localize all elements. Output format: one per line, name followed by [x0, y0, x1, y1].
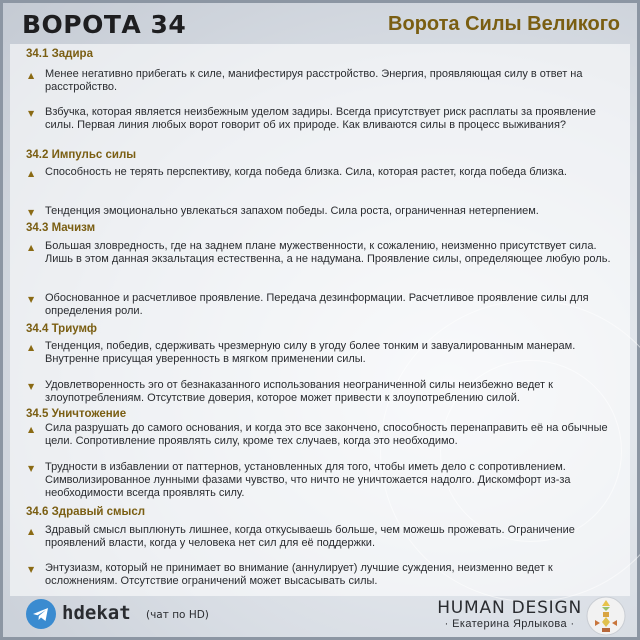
item-text: Сила разрушать до самого основания, и когда это все закончено, способность перенаправить её на обычные цели. Сопротивление проявлять силу, кроме тех случаев, когда это необходимо.: [45, 422, 608, 448]
telegram-icon[interactable]: [26, 599, 56, 629]
brand-block: [437, 598, 582, 630]
line-heading: 34.6 Здравый смысл: [26, 506, 146, 518]
brand-author: · Екатерина Ярлыкова ·: [444, 618, 575, 630]
triangle-up-icon: ▲: [28, 71, 35, 80]
item-text: Менее негативно прибегать к силе, манифестируя расстройство. Энергия, проявляющая силу в ответ на расстройство.: [45, 68, 583, 94]
item-text: Способность не терять перспективу, когда победа близка. Сила, которая растет, когда победа близка.: [45, 166, 567, 178]
page-subtitle: Ворота Силы Великого: [388, 12, 620, 35]
channel-note: (чат по HD): [146, 609, 209, 621]
line-heading: 34.3 Мачизм: [26, 222, 96, 234]
triangle-down-icon: ▼: [28, 109, 35, 118]
triangle-up-icon: ▲: [28, 527, 35, 536]
triangle-up-icon: ▲: [28, 343, 35, 352]
triangle-up-icon: ▲: [28, 243, 35, 252]
bodygraph-logo-icon: [586, 596, 626, 636]
header: [8, 6, 632, 42]
triangle-down-icon: ▼: [28, 208, 35, 217]
item-text: Обоснованное и расчетливое проявление. Передача дезинформации. Расчетливое проявление силы для определения роли.: [45, 292, 589, 318]
item-text: Большая зловредность, где на заднем плане мужественности, к сожалению, неизменно присутствует сила. Лишь в этом данная экзальтация естественна, а не надумана. Проявление силы, определяющее любую роль.: [45, 240, 611, 266]
item-text: Тенденция, победив, сдерживать чрезмерную силу в угоду более тонким и завуалированным манерам. Внутренне присущая уверенность в мягком применении силы.: [45, 340, 576, 366]
triangle-up-icon: ▲: [28, 425, 35, 434]
brand-name: HUMAN DESIGN: [437, 598, 582, 618]
lines-panel: [10, 44, 630, 596]
item-text: Энтузиазм, который не принимает во внимание (аннулирует) лучшие суждения, неизменно ведет к осложнениям. Отсутствие ограничений может высасывать силы.: [45, 562, 553, 588]
triangle-down-icon: ▼: [28, 464, 35, 473]
page-title: ВОРОТА 34: [22, 9, 187, 39]
item-text: Удовлетворенность эго от безнаказанного использования неограниченной силы неизбежно ведет к злоупотреблениям. Отсутствие доверия, которое может привести к злоупотреблению силой.: [45, 379, 553, 405]
item-text: Тенденция эмоционально увлекаться запахом победы. Сила роста, ограниченная нетерпением.: [45, 205, 539, 217]
line-heading: 34.5 Уничтожение: [26, 408, 127, 420]
triangle-down-icon: ▼: [28, 382, 35, 391]
line-heading: 34.4 Триумф: [26, 323, 97, 335]
item-text: Трудности в избавлении от паттернов, установленных для того, чтобы иметь дело с сопротивлением. Символизированное лунными фазами чувство, что ничто не уничтожается надолго. Дискомфорт из-за необходимости всегда проявлять силу.: [45, 461, 571, 500]
triangle-down-icon: ▼: [28, 565, 35, 574]
item-text: Взбучка, которая является неизбежным уделом задиры. Всегда присутствует риск расплаты за проявление силы. Первая линия любых ворот говорит об их природе. Как вливаются силы в процесс выживания?: [45, 106, 596, 132]
line-heading: 34.2 Импульс силы: [26, 149, 137, 161]
item-text: Здравый смысл выплюнуть лишнее, когда откусываешь больше, чем можешь прожевать. Ограничение проявлений власти, когда у человека нет сил для её поддержки.: [45, 524, 575, 550]
line-heading: 34.1 Задира: [26, 48, 93, 60]
triangle-up-icon: ▲: [28, 169, 35, 178]
footer: [0, 596, 640, 640]
triangle-down-icon: ▼: [28, 295, 35, 304]
channel-name[interactable]: hdekat: [62, 602, 131, 624]
